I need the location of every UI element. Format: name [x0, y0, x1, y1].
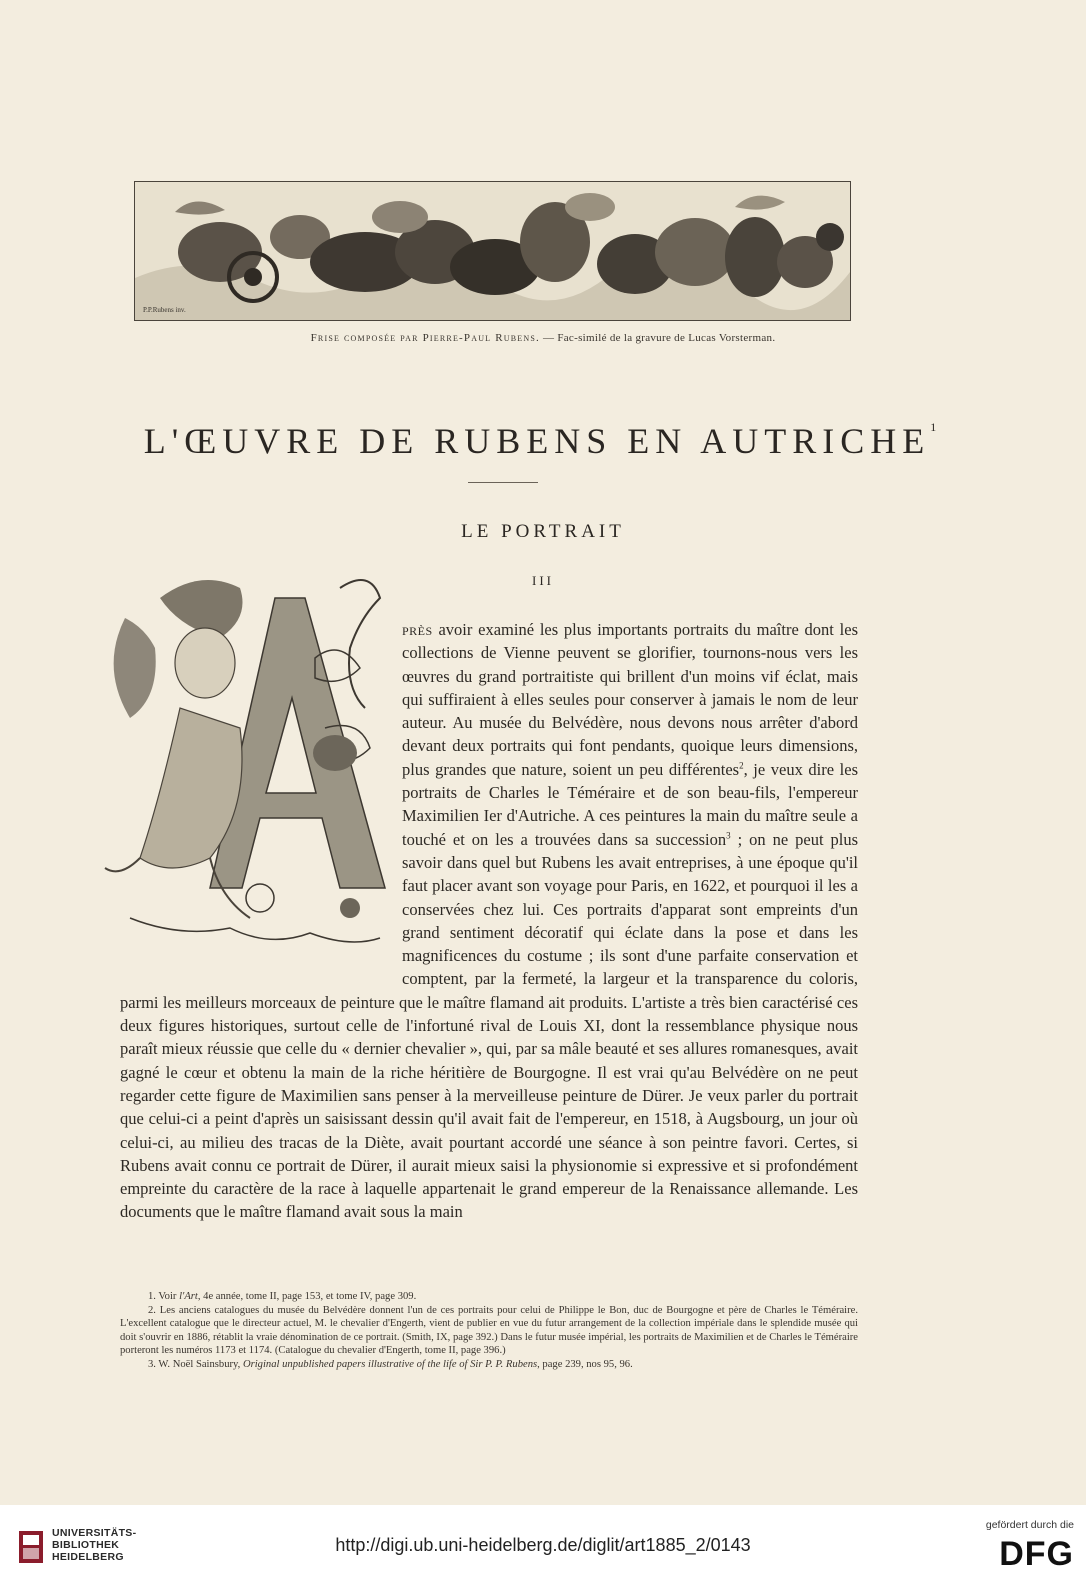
digitization-footer — [0, 1505, 1086, 1575]
uni-line-2: BIBLIOTHEK — [52, 1539, 120, 1551]
footnote-1-rest: , 4e année, tome II, page 153, et tome IV, page 309. — [197, 1291, 417, 1302]
frieze-signature: P.P.Rubens inv. — [143, 306, 186, 314]
section-number: III — [532, 573, 554, 588]
title-divider — [468, 482, 538, 483]
source-url-link[interactable]: http://digi.ub.uni-heidelberg.de/diglit/art1885_2/0143 — [335, 1535, 751, 1555]
body-text-1: avoir examiné les plus importants portraits du maître dont les collections de Vienne peuvent se glorifier, tournons-nous vers les œuvres du grand portraitiste qui brillent d'un moins vif éclat, mais qui suffiraient à elles seules pour conserver à jamais le nom de leur auteur. Au musée du Belvédère, nous devons nous arrêter d'abord devant deux portraits qui font pendants, quoique leurs dimensions, plus grandes que nature, soient un peu différentes — [402, 620, 858, 779]
frieze-caption-author: Frise composée par Pierre-Paul Rubens. — [310, 332, 540, 344]
footnote-ref-3: 3 — [726, 830, 731, 841]
frieze-caption — [0, 332, 1086, 344]
body-text-3: ; on ne peut plus savoir dans quel but Rubens les avait entreprises, à une époque qu'il faut placer avant son voyage pour Paris, en 1622, et pourquoi il les a conservées chez lui. Ces portraits d'apparat sont empreints d'un grand sentiment décoratif qui éclate dans la pose et dans les magnificences du costume ; ils sont d'une parfaite conservation et comptent, par la fermeté, la largeur et la transparence du coloris, parmi les meilleurs morceaux de peinture que le maître flamand ait produits. L'artiste a très bien caractérisé ces deux figures historiques, surtout celle de l'infortuné rival de Louis XI, dont la ressemblance physique nous paraît mieux réussie que celle du « dernier chevalier », qui, par sa mâle beauté et ses allures romanesques, avait gagné le cœur et obtenu la main de la riche héritière de Bourgogne. Il est vrai qu'au Belvédère on ne peut regarder cette figure de Maximilien sans penser à la merveilleuse peinture de Dürer. Je veux parler du portrait que celui-ci a peint d'après un saisissant dessin qu'il avait fait de l'empereur, en 1518, à Augsbourg, un jour où celui-ci, au milieu des tracas de la Diète, avait pourtant accordé une séance à son peintre favori. Certes, si Rubens avait connu ce portrait de Dürer, il aurait mieux saisi la physionomie si expressive et si profondément empreinte du caractère de la race à laquelle appartenait le grand empereur de la Renaissance allemande. Les documents que le maître flamand avait sous la main — [120, 829, 858, 1222]
funding-label: gefördert durch die — [985, 1519, 1074, 1531]
footnote-ref-2: 2 — [739, 760, 744, 771]
footnotes — [120, 1290, 858, 1372]
uni-line-1: UNIVERSITÄTS- — [52, 1527, 137, 1539]
engraved-frieze — [134, 181, 851, 321]
footnote-3 — [120, 1358, 858, 1372]
dfg-logo: DFG — [999, 1535, 1074, 1573]
footnote-2: 2. Les anciens catalogues du musée du Belvédère donnent l'un de ces portraits pour celui de Philippe le Bon, duc de Bourgogne et père de Charles le Téméraire. L'excellent catalogue que le directeur actuel, M. le chevalier d'Engerth, vient de publier en vue du futur arrangement de la collection impériale dans le splendide musée qui doit s'ouvrir en 1886, rétablit la vraie dénomination de ce portrait. (Smith, IX, page 392.) Dans le futur musée impérial, les portraits de Maximilien et de Charles le Téméraire porteront les numéros 1173 et 1174. (Catalogue du chevalier d'Engerth, tome II, page 396.) — [120, 1304, 858, 1357]
footnote-3-lead: 3. W. Noël Sainsbury, — [148, 1358, 243, 1370]
initial-space — [120, 618, 402, 968]
section-title: LE PORTRAIT — [461, 521, 625, 542]
footnote-3-title: Original unpublished papers illustrative of the life of Sir P. P. Rubens — [242, 1358, 538, 1370]
footnote-3-rest: , page 239, nos 95, 96. — [537, 1358, 633, 1370]
body-text-2: , je veux dire les portraits de Charles le Téméraire et de son beau-fils, l'empereur Maximilien Ier d'Autriche. A ces peintures la main du maître seule a touché et on les a trouvées dans sa succession — [402, 759, 858, 849]
frieze-caption-source: — Fac-similé de la gravure de Lucas Vorsterman. — [539, 332, 776, 344]
lead-word: près — [402, 620, 433, 639]
frieze-illustration — [135, 182, 850, 320]
article-title — [0, 420, 1086, 462]
footnote-1 — [120, 1290, 858, 1304]
footnote-1-title: l'Art — [179, 1291, 198, 1302]
article-title-text: L'ŒUVRE DE RUBENS EN AUTRICHE — [143, 421, 931, 461]
footnote-1-lead: 1. Voir — [148, 1291, 180, 1302]
uni-line-3: HEIDELBERG — [52, 1551, 124, 1563]
title-footnote-ref: 1 — [930, 420, 943, 434]
article-body — [120, 618, 858, 1224]
